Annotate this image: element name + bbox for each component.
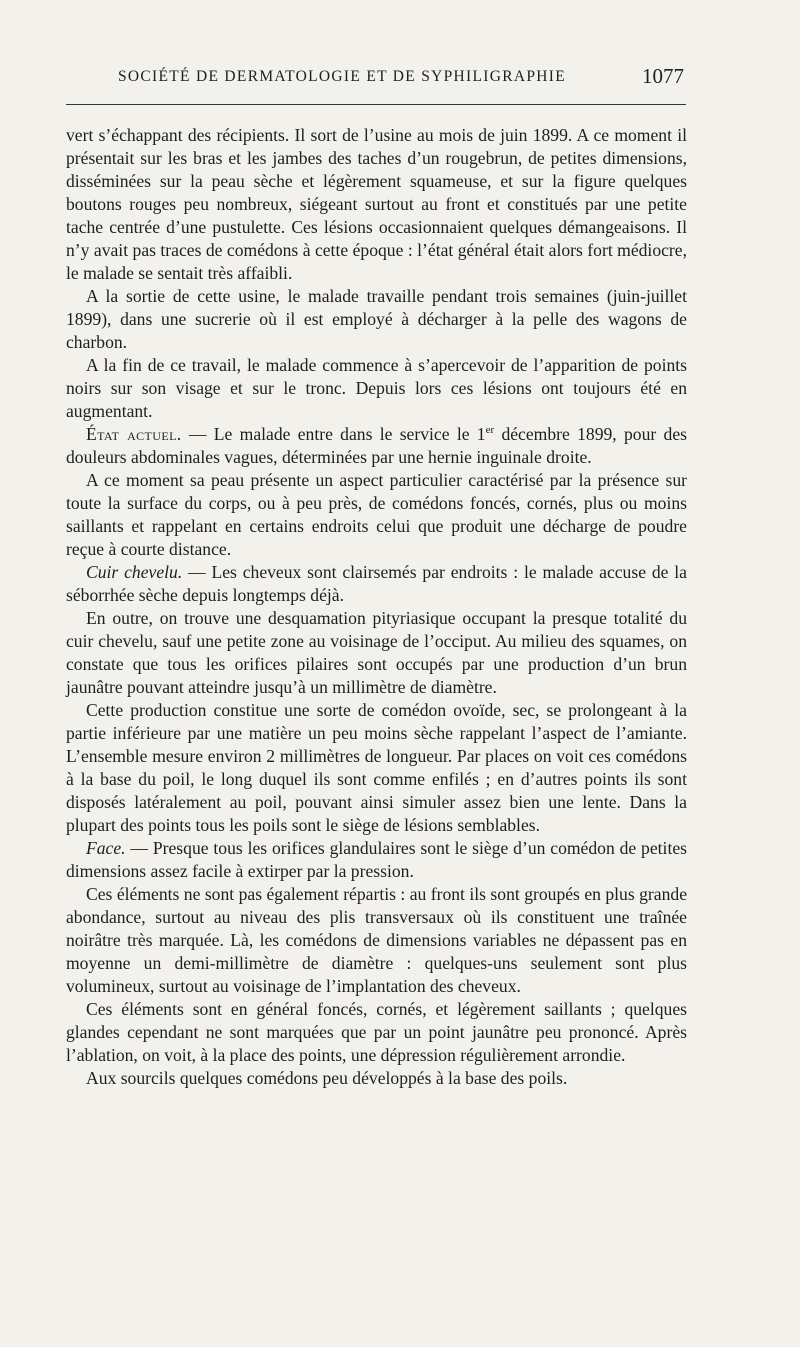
section-label: Cuir chevelu. [86,562,183,582]
body-text [66,124,687,1090]
superscript: er [485,424,495,437]
paragraph-text: décembre 1899, pour des douleurs abdominales vagues, déterminées par une hernie inguinale droite. [66,424,687,467]
paragraph: A ce moment sa peau présente un aspect particulier caractérisé par la présence sur toute la surface du corps, ou à peu près, de comédons foncés, cornés, plus ou moins saillants et rappelant en certains endroits celui que produit une décharge de poudre reçue à courte distance. [66,470,687,559]
paragraph: Ces éléments sont en général foncés, cornés, et légèrement saillants ; quelques glandes cependant ne sont marquées que par un point jaunâtre peu prononcé. Après l’ablation, on voit, à la place des points, une dépression régulièrement arrondie. [66,999,687,1065]
running-title: SOCIÉTÉ DE DERMATOLOGIE ET DE SYPHILIGRAPHIE [118,68,566,85]
header-rule [66,104,686,105]
section-label: État actuel. [86,424,182,444]
paragraph-text: — Presque tous les orifices glandulaires sont le siège d’un comédon de petites dimensions assez facile à extirper par la pression. [66,838,687,881]
paragraph-etat-actuel [66,423,687,469]
paragraph: Ces éléments ne sont pas également répartis : au front ils sont groupés en plus grande abondance, surtout au niveau des plis transversaux où ils constituent une traînée noirâtre très marquée. Là, les comédons de dimensions variables ne dépassent pas en moyenne un demi-millimètre de diamètre : quelques-uns seulement sont plus volumineux, surtout au voisinage de l’implantation des cheveux. [66,884,687,996]
section-label: Face. [86,838,126,858]
paragraph: A la fin de ce travail, le malade commence à s’apercevoir de l’apparition de points noirs sur son visage et sur le tronc. Depuis lors ces lésions ont toujours été en augmentant. [66,355,687,421]
paragraph: vert s’échappant des récipients. Il sort de l’usine au mois de juin 1899. A ce moment il présentait sur les bras et les jambes des taches d’un rougebrun, de petites dimensions, disséminées sur la peau sèche et légèrement squameuse, et sur la figure quelques boutons rouges peu nombreux, siégeant surtout au front et constitués par une petite tache centrée d’une pustulette. Ces lésions occasionnaient quelques démangeaisons. Il n’y avait pas traces de comédons à cette époque : l’état général était alors fort médiocre, le malade se sentait très affaibli. [66,125,687,283]
paragraph-text: — Les cheveux sont clairsemés par endroits : le malade accuse de la séborrhée sèche depuis longtemps déjà. [66,562,687,605]
page-number: 1077 [642,64,684,88]
paragraph-cuir-chevelu [66,561,687,607]
paragraph-text: — Le malade entre dans le service le 1 [181,424,486,444]
paragraph: Cette production constitue une sorte de comédon ovoïde, sec, se prolongeant à la partie inférieure par une matière un peu moins sèche rappelant l’aspect de l’amiante. L’ensemble mesure environ 2 millimètres de longueur. Par places on voit ces comédons à la base du poil, le long duquel ils sont comme enfilés ; en d’autres points ils sont disposés latéralement au poil, pouvant ainsi simuler assez bien une lente. Dans la plupart des points tous les poils sont le siège de lésions semblables. [66,700,687,835]
page-header [66,64,686,94]
paragraph: Aux sourcils quelques comédons peu développés à la base des poils. [86,1068,568,1088]
paragraph: En outre, on trouve une desquamation pityriasique occupant la presque totalité du cuir chevelu, sauf une petite zone au voisinage de l’occiput. Au milieu des squames, on constate que tous les orifices pilaires sont occupés par une production d’un brun jaunâtre pouvant atteindre jusqu’à un millimètre de diamètre. [66,608,687,697]
paragraph: A la sortie de cette usine, le malade travaille pendant trois semaines (juin-juillet 1899), dans une sucrerie où il est employé à décharger à la pelle des wagons de charbon. [66,286,687,352]
paragraph-face [66,837,687,883]
